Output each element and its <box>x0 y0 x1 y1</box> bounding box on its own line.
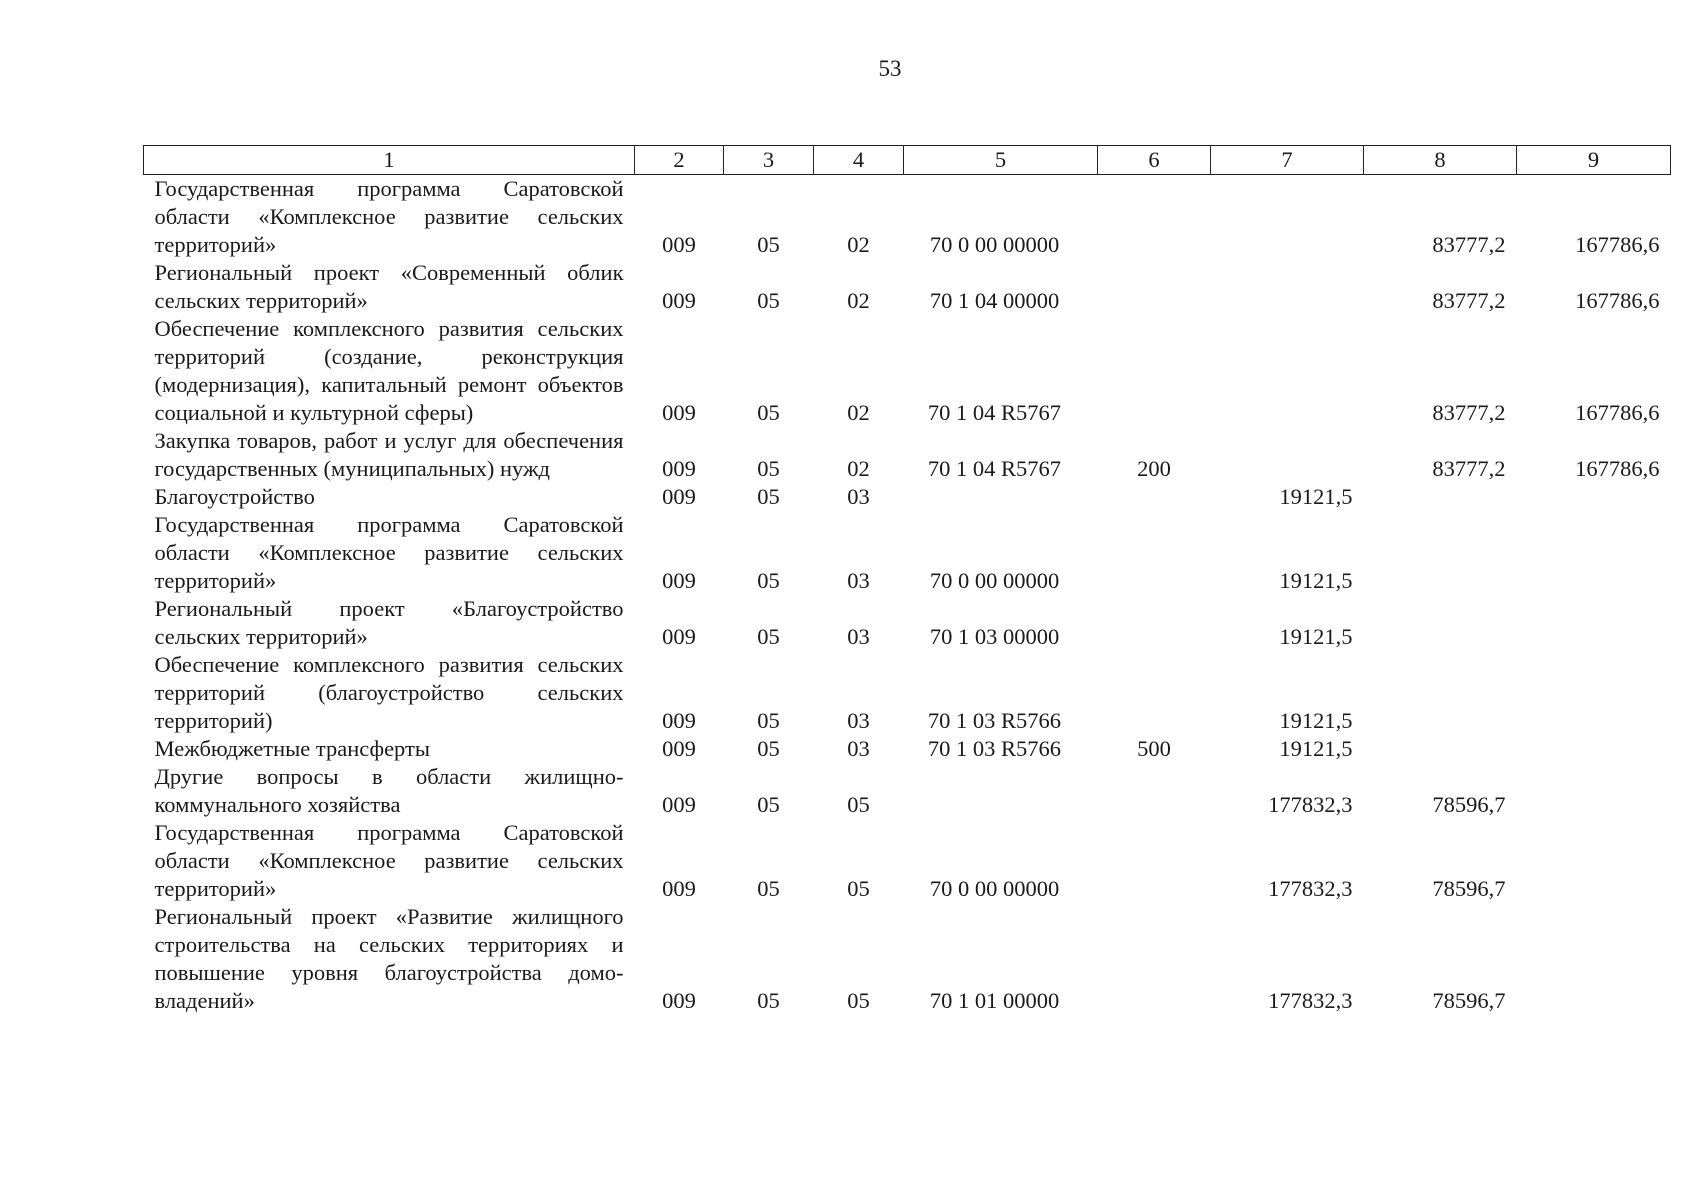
row-expense-type-cell <box>1098 511 1211 595</box>
table-row <box>144 651 1671 735</box>
row-chapter-cell: 009 <box>662 484 696 509</box>
header-row <box>144 146 1671 175</box>
row-amount-col8-cell: 83777,2 <box>1432 400 1506 425</box>
table-row <box>144 735 1671 763</box>
row-name-cell: Другие вопросы в области жилищно-коммунального хозяйства <box>154 764 624 817</box>
column-header-9: 9 <box>1517 146 1671 175</box>
row-amount-col9-cell: 167786,6 <box>1575 288 1660 313</box>
row-amount-col7-cell: 19121,5 <box>1279 624 1353 649</box>
row-amount-col8-cell: 78596,7 <box>1432 792 1506 817</box>
row-subsection-cell: 03 <box>847 568 870 593</box>
row-section-cell: 05 <box>757 988 780 1013</box>
row-chapter-cell: 009 <box>662 232 696 257</box>
budget-table <box>143 145 1671 1015</box>
row-amount-col9-cell <box>1517 511 1671 595</box>
row-chapter-cell: 009 <box>662 624 696 649</box>
row-chapter-cell: 009 <box>662 456 696 481</box>
table-row <box>144 763 1671 819</box>
row-section-cell: 05 <box>757 456 780 481</box>
row-chapter-cell: 009 <box>662 876 696 901</box>
row-target-code-cell: 70 1 01 00000 <box>929 988 1060 1013</box>
row-section-cell: 05 <box>757 288 780 313</box>
column-header-3: 3 <box>724 146 814 175</box>
row-expense-type-cell <box>1098 259 1211 315</box>
row-subsection-cell: 02 <box>847 400 870 425</box>
row-amount-col8-cell <box>1364 511 1517 595</box>
page-number: 53 <box>878 56 902 81</box>
row-expense-type-cell <box>1098 175 1211 260</box>
table-row <box>144 427 1671 483</box>
column-header-2: 2 <box>635 146 724 175</box>
row-amount-col8-cell <box>1364 651 1517 735</box>
row-amount-col9-cell: 167786,6 <box>1575 456 1660 481</box>
row-chapter-cell: 009 <box>662 736 696 761</box>
row-subsection-cell: 05 <box>847 876 870 901</box>
row-name-cell: Государственная программа Саратовской области «Комплексное развитие сельских территорий» <box>154 820 624 901</box>
row-expense-type-cell: 200 <box>1137 456 1171 481</box>
row-target-code-cell: 70 1 04 R5767 <box>927 456 1062 481</box>
row-chapter-cell: 009 <box>662 708 696 733</box>
row-amount-col8-cell <box>1364 483 1517 511</box>
row-chapter-cell: 009 <box>662 988 696 1013</box>
row-subsection-cell: 03 <box>847 484 870 509</box>
row-subsection-cell: 03 <box>847 624 870 649</box>
row-amount-col9-cell <box>1517 595 1671 651</box>
row-expense-type-cell <box>1098 595 1211 651</box>
row-amount-col9-cell <box>1517 735 1671 763</box>
row-amount-col7-cell: 177832,3 <box>1268 876 1353 901</box>
row-name-cell: Благоустройство <box>154 484 315 509</box>
row-target-code-cell <box>904 483 1098 511</box>
row-name-cell: Государственная программа Саратовской области «Комплексное развитие сельских территорий» <box>154 512 624 593</box>
row-subsection-cell: 02 <box>847 456 870 481</box>
row-chapter-cell: 009 <box>662 288 696 313</box>
row-amount-col8-cell: 83777,2 <box>1432 232 1506 257</box>
row-section-cell: 05 <box>757 736 780 761</box>
row-name-cell: Государственная программа Саратовской области «Комплексное развитие сельских территорий» <box>154 176 624 257</box>
row-amount-col9-cell <box>1517 903 1671 1015</box>
row-subsection-cell: 05 <box>847 988 870 1013</box>
row-chapter-cell: 009 <box>662 792 696 817</box>
table-row <box>144 315 1671 427</box>
row-section-cell: 05 <box>757 708 780 733</box>
row-target-code-cell: 70 1 03 R5766 <box>927 708 1062 733</box>
table-row <box>144 511 1671 595</box>
row-name-cell: Закупка товаров, работ и услуг для обеспечения государственных (муниципальных) нужд <box>154 428 624 481</box>
row-section-cell: 05 <box>757 624 780 649</box>
row-chapter-cell: 009 <box>662 400 696 425</box>
table-row <box>144 819 1671 903</box>
column-header-8: 8 <box>1364 146 1517 175</box>
row-amount-col9-cell <box>1517 763 1671 819</box>
column-header-7: 7 <box>1211 146 1364 175</box>
row-expense-type-cell <box>1098 903 1211 1015</box>
row-amount-col8-cell <box>1364 735 1517 763</box>
row-subsection-cell: 03 <box>847 708 870 733</box>
row-amount-col8-cell: 83777,2 <box>1432 288 1506 313</box>
column-header-6: 6 <box>1098 146 1211 175</box>
row-subsection-cell: 05 <box>847 792 870 817</box>
row-amount-col7-cell: 19121,5 <box>1279 736 1353 761</box>
row-name-cell: Региональный проект «Благоустройство сельских территорий» <box>154 596 624 649</box>
row-amount-col8-cell: 83777,2 <box>1432 456 1506 481</box>
row-section-cell: 05 <box>757 876 780 901</box>
row-section-cell: 05 <box>757 484 780 509</box>
row-amount-col8-cell: 78596,7 <box>1432 988 1506 1013</box>
row-amount-col9-cell: 167786,6 <box>1575 232 1660 257</box>
row-amount-col7-cell <box>1211 175 1364 260</box>
row-section-cell: 05 <box>757 792 780 817</box>
row-target-code-cell: 70 1 03 00000 <box>929 624 1060 649</box>
row-target-code-cell: 70 1 04 00000 <box>929 288 1060 313</box>
column-header-5: 5 <box>904 146 1098 175</box>
row-amount-col9-cell <box>1517 819 1671 903</box>
row-amount-col9-cell: 167786,6 <box>1575 400 1660 425</box>
row-target-code-cell <box>904 763 1098 819</box>
column-header-4: 4 <box>814 146 904 175</box>
row-subsection-cell: 03 <box>847 736 870 761</box>
row-amount-col7-cell <box>1211 427 1364 483</box>
row-subsection-cell: 02 <box>847 288 870 313</box>
row-name-cell: Региональный проект «Развитие жилищного строительства на сельских территориях и повышение уровня благоустройства домовладений» <box>154 904 624 1013</box>
row-amount-col7-cell: 19121,5 <box>1279 568 1353 593</box>
row-expense-type-cell <box>1098 819 1211 903</box>
row-amount-col7-cell: 19121,5 <box>1279 484 1353 509</box>
row-amount-col7-cell: 19121,5 <box>1279 708 1353 733</box>
row-expense-type-cell <box>1098 763 1211 819</box>
row-section-cell: 05 <box>757 232 780 257</box>
row-name-cell: Межбюджетные трансферты <box>154 736 430 761</box>
row-amount-col7-cell <box>1211 259 1364 315</box>
table-row <box>144 483 1671 511</box>
row-section-cell: 05 <box>757 400 780 425</box>
row-expense-type-cell <box>1098 651 1211 735</box>
column-header-1: 1 <box>144 146 635 175</box>
row-expense-type-cell <box>1098 315 1211 427</box>
table-row <box>144 175 1671 260</box>
table-header <box>144 146 1671 175</box>
row-target-code-cell: 70 1 03 R5766 <box>927 736 1062 761</box>
row-amount-col7-cell: 177832,3 <box>1268 988 1353 1013</box>
row-amount-col8-cell <box>1364 595 1517 651</box>
row-section-cell: 05 <box>757 568 780 593</box>
table-row <box>144 595 1671 651</box>
row-amount-col8-cell: 78596,7 <box>1432 876 1506 901</box>
row-target-code-cell: 70 0 00 00000 <box>929 232 1060 257</box>
row-expense-type-cell <box>1098 483 1211 511</box>
row-amount-col9-cell <box>1517 483 1671 511</box>
row-amount-col7-cell <box>1211 315 1364 427</box>
row-target-code-cell: 70 0 00 00000 <box>929 876 1060 901</box>
row-amount-col9-cell <box>1517 651 1671 735</box>
row-target-code-cell: 70 0 00 00000 <box>929 568 1060 593</box>
row-name-cell: Обеспечение комплексного развития сельских территорий (благоустройство сельских территорий) <box>154 652 624 733</box>
row-name-cell: Обеспечение комплексного развития сельских территорий (создание, реконструкция (модернизация), капитальный ремонт объектов социальной и культурной сферы) <box>154 316 624 425</box>
row-name-cell: Региональный проект «Современный облик сельских территорий» <box>154 260 624 313</box>
table-row <box>144 259 1671 315</box>
row-target-code-cell: 70 1 04 R5767 <box>927 400 1062 425</box>
row-chapter-cell: 009 <box>662 568 696 593</box>
table-body <box>144 175 1671 1016</box>
row-expense-type-cell: 500 <box>1137 736 1171 761</box>
row-subsection-cell: 02 <box>847 232 870 257</box>
table-row <box>144 903 1671 1015</box>
row-amount-col7-cell: 177832,3 <box>1268 792 1353 817</box>
